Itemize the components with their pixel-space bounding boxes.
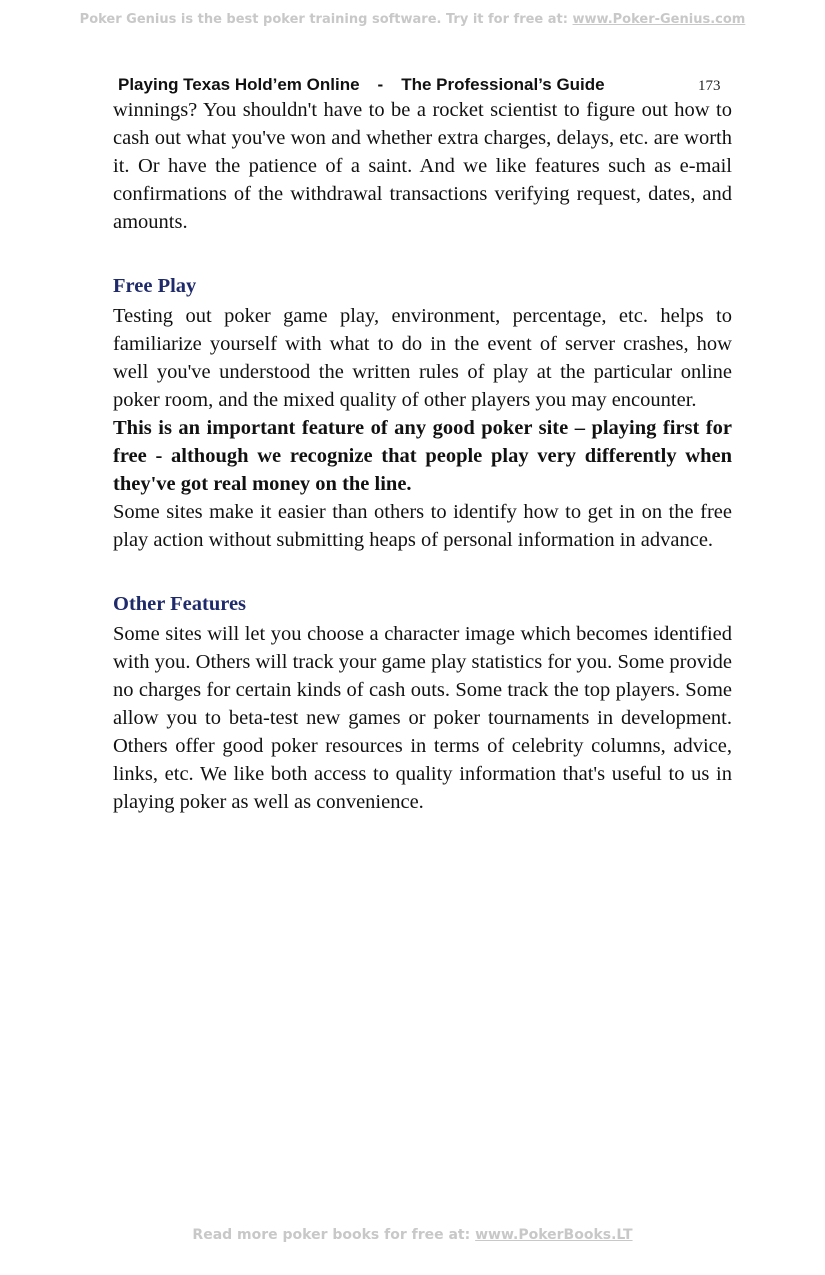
running-header — [118, 75, 728, 95]
free-play-paragraph-3: Some sites make it easier than others to identify how to get in on the free play action without submitting heaps of personal information in advance. — [113, 501, 732, 551]
top-promo-banner — [0, 12, 825, 27]
page-body — [113, 96, 732, 816]
intro-paragraph: winnings? You shouldn't have to be a rocket scientist to figure out how to cash out what you've won and whether extra charges, delays, etc. are worth it. Or have the patience of a saint. And we like features such as e-mail confirmations of the withdrawal transactions verifying request, dates, and amounts. — [113, 99, 732, 233]
free-play-paragraph-1: Testing out poker game play, environment, percentage, etc. helps to familiarize yourself with what to do in the event of server crashes, how well you've understood the written rules of play at the particular online poker room, and the mixed quality of other players you may encounter. — [113, 305, 732, 411]
book-subtitle: The Professional’s Guide — [401, 75, 605, 94]
poker-genius-link[interactable]: www.Poker-Genius.com — [572, 12, 746, 27]
bottom-promo-banner — [0, 1227, 825, 1243]
header-separator: - — [377, 75, 384, 94]
free-play-bold-paragraph: This is an important feature of any good poker site – playing first for free - although we recognize that people play very differently when they've got real money on the line. — [113, 417, 732, 495]
top-promo-text: Poker Genius is the best poker training software. Try it for free at: — [79, 12, 573, 27]
pokerbooks-link[interactable]: www.PokerBooks.LT — [475, 1227, 633, 1243]
book-title: Playing Texas Hold’em Online — [118, 75, 360, 94]
other-features-paragraph: Some sites will let you choose a character image which becomes identified with you. Others will track your game play statistics for you. Some provide no charges for certain kinds of cash outs. Some track the top players. Some allow you to beta-test new games or poker tournaments in development. Others offer good poker resources in terms of celebrity columns, advice, links, etc. We like both access to quality information that's useful to us in playing poker as well as convenience. — [113, 623, 732, 813]
bottom-promo-text: Read more poker books for free at: — [192, 1227, 476, 1243]
other-features-heading: Other Features — [113, 593, 247, 615]
free-play-heading: Free Play — [113, 275, 197, 297]
page-number: 173 — [698, 78, 721, 94]
